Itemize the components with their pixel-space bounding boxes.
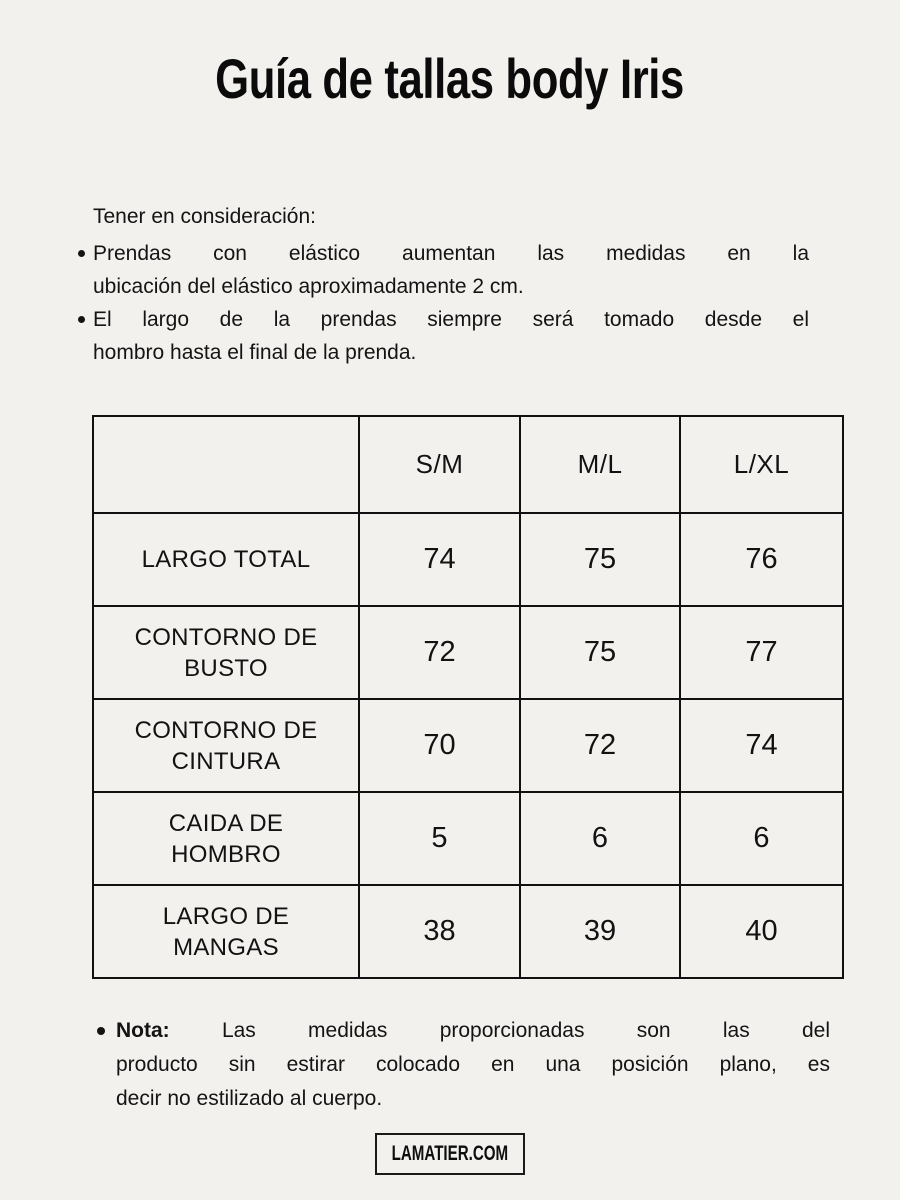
brand-box — [375, 1133, 525, 1175]
considerations-section — [78, 200, 809, 369]
size-value: 72 — [359, 606, 520, 699]
size-table-header-row — [93, 416, 843, 513]
size-value: 77 — [680, 606, 843, 699]
bullet-text — [93, 303, 809, 369]
note-line: decir no estilizado al cuerpo. — [116, 1087, 383, 1110]
list-item — [78, 303, 809, 369]
bullet-line: Prendas con elástico aumentan las medidas en la — [93, 242, 809, 265]
size-table — [92, 415, 844, 979]
page-title: Guía de tallas body Iris — [215, 47, 685, 110]
size-value: 74 — [680, 699, 843, 792]
note-section — [97, 1014, 830, 1116]
header-cell-size: L/XL — [680, 416, 843, 513]
size-value: 75 — [520, 606, 680, 699]
note-label: Nota: — [116, 1019, 170, 1042]
row-label: CAIDA DE HOMBRO — [93, 792, 359, 885]
table-row — [93, 606, 843, 699]
size-value: 70 — [359, 699, 520, 792]
bullet-line: hombro hasta el final de la prenda. — [93, 341, 417, 364]
size-value: 39 — [520, 885, 680, 978]
bullet-text — [93, 237, 809, 303]
size-value: 6 — [520, 792, 680, 885]
note-line-rest: Las medidas proporcionadas son las del — [221, 1019, 830, 1042]
note-line: producto sin estirar colocado en una posición plano, es — [116, 1053, 830, 1076]
bullet-line: El largo de la prendas siempre será tomado desde el — [93, 308, 809, 331]
row-label: LARGO TOTAL — [93, 513, 359, 606]
title-section — [0, 46, 900, 111]
header-cell-size: M/L — [520, 416, 680, 513]
size-value: 6 — [680, 792, 843, 885]
table-row — [93, 885, 843, 978]
header-cell-size: S/M — [359, 416, 520, 513]
size-value: 38 — [359, 885, 520, 978]
table-row — [93, 699, 843, 792]
bullet-line: ubicación del elástico aproximadamente 2 cm. — [93, 275, 524, 298]
brand-label: LAMATIER.COM — [391, 1142, 509, 1165]
considerations-heading: Tener en consideración: — [93, 205, 316, 228]
size-value: 72 — [520, 699, 680, 792]
size-value: 76 — [680, 513, 843, 606]
size-value: 5 — [359, 792, 520, 885]
row-label: CONTORNO DE CINTURA — [93, 699, 359, 792]
size-value: 75 — [520, 513, 680, 606]
size-value: 40 — [680, 885, 843, 978]
header-cell-empty — [93, 416, 359, 513]
row-label: LARGO DE MANGAS — [93, 885, 359, 978]
size-value: 74 — [359, 513, 520, 606]
row-label: CONTORNO DE BUSTO — [93, 606, 359, 699]
table-row — [93, 792, 843, 885]
note-line — [116, 1014, 830, 1048]
table-row — [93, 513, 843, 606]
list-item — [78, 237, 809, 303]
note-text — [116, 1014, 830, 1116]
